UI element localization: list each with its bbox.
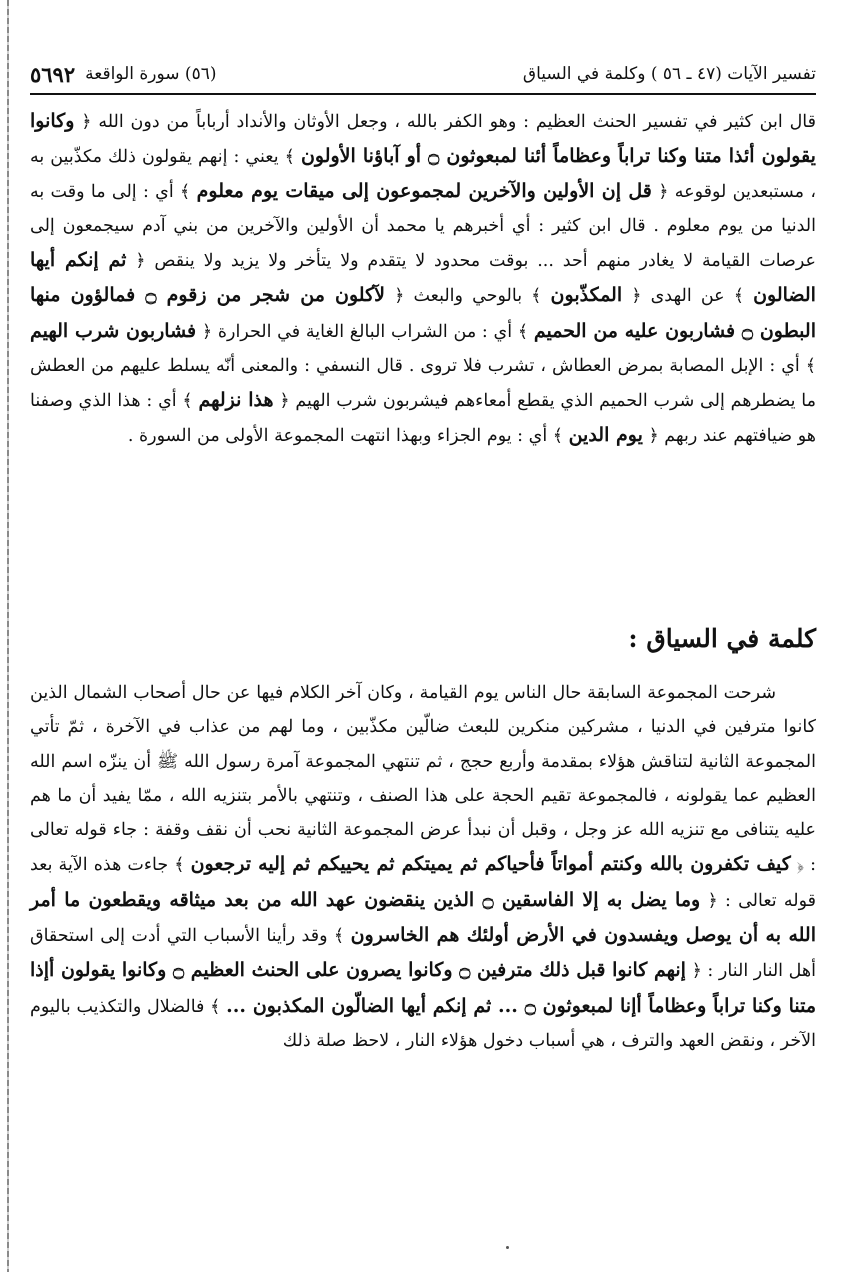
text-run: قال ابن كثير في تفسير الحنث العظيم : وهو الكفر بالله ، وجعل الأوثان والأنداد أرباباً من دون الله ﴿	[81, 112, 816, 132]
header-left	[30, 62, 216, 87]
text-run: ﴾ عن الهدى ﴿	[631, 286, 744, 307]
text-run: ﴾ وقد رأينا الأسباب التي أدت إلى استحقاق أهل النار النار : ﴿	[30, 926, 816, 982]
quran-text: إنهم كانوا قبل ذلك مترفين ۝ وكانوا يصرون على الحنث العظيم ۝ وكانوا يقولون أإذا متنا وكنا تراباً وعظاماً أإنا لمبعوثون ۝ ... ثم إنكم أيها الضالّون المكذبون ...	[30, 959, 816, 1017]
quran-text: كيف تكفرون بالله وكنتم أمواتاً فأحياكم ثم يميتكم ثم يحييكم ثم إليه ترجعون	[190, 853, 791, 876]
text-run: ﴾ بالوحي والبعث ﴿	[394, 286, 542, 307]
quran-text: لآكلون من شجر من زقوم ۝ فمالؤون منها البطون ۝ فشاربون عليه من الحميم	[30, 284, 816, 342]
quran-text: وكانوا يقولون أئذا متنا وكنا تراباً وعظاماً أئنا لمبعوثون ۝ أو آباؤنا الأولون	[30, 110, 816, 168]
running-header	[30, 54, 816, 94]
header-rule	[30, 93, 816, 95]
context-paragraph	[30, 676, 816, 1058]
quran-text: فشاربون شرب الهيم	[30, 319, 197, 342]
quran-text: ثم إنكم أيها الضالون	[30, 249, 816, 307]
paragraph-2	[30, 676, 816, 1058]
text-run: ﴾ يعني : إنهم يقولون ذلك مكذّبين به ، مستبعدين لوقوعه ﴿	[30, 147, 816, 203]
text-run: ﴾ أي : إلى ما وقت به الدنيا من يوم معلوم . قال ابن كثير : أي أخبرهم يا محمد أن الأولين والآخرين من بني آدم سيجمعون إلى عرصات القيامة لا يغادر منهم أحد ... بوقت محدود لا يتقدم ولا يتأخر ولا يزيد ولا ينقص ﴿	[30, 182, 816, 272]
page-edge-line	[7, 0, 9, 1272]
quran-text: يوم الدين	[568, 423, 643, 446]
quran-text: وما يضل به إلا الفاسقين ۝ الذين ينقضون عهد الله من بعد ميثاقه ويقطعون ما أمر الله به أن يوصل ويفسدون في الأرض أولئك هم الخاسرون	[30, 888, 816, 947]
quran-text: المكذّبون	[550, 284, 623, 307]
text-run: شرحت المجموعة السابقة حال الناس يوم القيامة ، وكان آخر الكلام فيها عن حال أصحاب الشمال الذين كانوا مترفين في الدنيا ، مشركين منكرين للبعث ضالّين مكذّبين ، وما لهم من عذاب في الآخرة ، ثمّ تأتي المجموعة الثانية لتناقش هؤلاء بمقدمة وأربع حجج ، ثم تنتهي المجموعة آمرة رسول الله ﷺ أن ينزّه اسم الله العظيم عما يقولونه ، فالمجموعة تقيم الحجة على هذا الصنف ، وتنتهي بالأمر بتنزيه الله ، ممّا يفيد أن ما هم عليه يتنافى مع تنزيه الله عز وجل ، وقبل أن نبدأ عرض المجموعة الثانية نحب أن نقف وقفة : جاء قوله تعالى : ﴿	[30, 683, 816, 876]
text-run: ﴾ فالضلال والتكذيب باليوم الآخر ، ونقض العهد والترف ، هي أسباب دخول هؤلاء النار ، لاحظ صلة ذلك	[30, 996, 816, 1051]
tafsir-paragraph	[30, 104, 816, 453]
page-number: ٥٦٩٢	[30, 61, 76, 87]
section-title: تفسير الآيات (٤٧ ـ ٥٦ ) وكلمة في السياق	[522, 64, 816, 84]
surah-title: (٥٦) سورة الواقعة	[85, 64, 217, 84]
quran-text: قل إن الأولين والآخرين لمجموعون إلى ميقات يوم معلوم	[196, 180, 652, 203]
text-run: ﴾ أي : يوم الجزاء وبهذا انتهت المجموعة الأولى من السورة .	[127, 425, 563, 446]
section-heading: كلمة في السياق :	[628, 624, 816, 653]
ink-dot	[506, 1246, 509, 1249]
text-run: ﴾ أي : الإبل المصابة بمرض العطاش ، تشرب فلا تروى . قال النسفي : والمعنى أنّه يسلط عليهم من العطش ما يضطرهم إلى شرب الحميم الذي يقطع أمعاءهم فيشربون شرب الهيم ﴿	[30, 355, 816, 411]
text-run: ﴾ أي : هذا الذي وصفنا هو ضيافتهم عند ربهم ﴿	[30, 390, 816, 446]
text-run: ﴾ أي : من الشراب البالغ الغاية في الحرارة ﴿	[201, 321, 529, 342]
paragraph-1	[30, 104, 816, 453]
quran-text: هذا نزلهم	[198, 388, 274, 411]
text-run: ﴾ جاءت هذه الآية بعد قوله تعالى : ﴿	[30, 855, 817, 911]
